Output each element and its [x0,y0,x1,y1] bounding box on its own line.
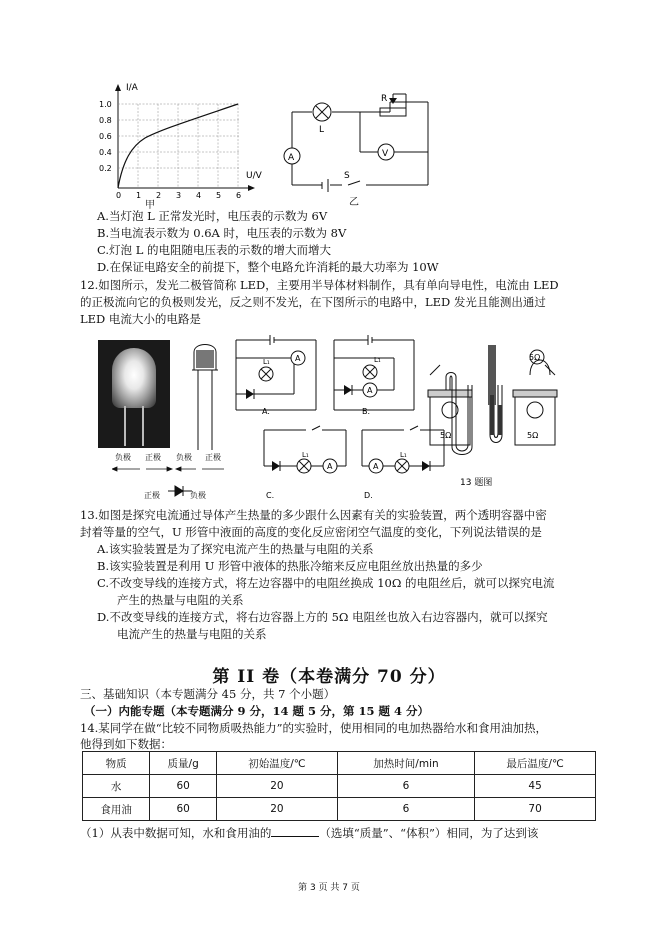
lamp-label: L₁ [374,356,381,364]
circuit-option-a [232,330,324,420]
graph-caption: 甲 [145,200,155,211]
table-header: 初始温度/℃ [216,752,337,775]
circuit-diagram-11 [280,90,440,200]
q14-sub1-before: （1）从表中数据可知，水和食用油的 [80,826,272,840]
q14-line-2: 他得到如下数据： [80,737,172,751]
table-cell: 20 [216,798,337,821]
table-cell: 60 [150,775,217,798]
q11-option-b: B.当电流表示数为 0.6A 时，电压表的示数为 8V [97,226,347,240]
section-title: 第 II 卷（本卷满分 70 分） [212,667,446,687]
lamp-label: L₁ [400,451,407,459]
table-row [83,798,596,821]
x-tick: 6 [236,191,242,200]
led-length-arrows [112,462,230,476]
x-tick: 3 [176,191,182,200]
q11-option-a: A.当灯泡 L 正常发光时，电压表的示数为 6V [97,209,328,223]
figure-caption: 13 题图 [460,478,493,488]
table-row [83,775,596,798]
option-letter: B. [362,407,371,416]
x-tick: 0 [116,191,122,200]
y-axis-label: I/A [126,83,138,93]
circuit-caption: 乙 [349,197,359,208]
table-cell: 20 [216,775,337,798]
q13-option-c: C.不改变导线的连接方式，将左边容器中的电阻丝换成 10Ω 的电阻丝后，就可以探究电流 [97,576,555,590]
rheostat-label: R [381,94,388,104]
answer-blank[interactable] [271,825,319,837]
option-letter: C. [266,491,275,500]
y-tick: 0.2 [99,164,112,173]
led-photo [98,340,170,448]
circuit-option-b [330,330,422,420]
table-header: 加热时间/min [337,752,474,775]
q11-option-d: D.在保证电路安全的前提下，整个电路允许消耗的最大功率为 10W [97,260,439,274]
part-3-heading: 三、基础知识（本专题满分 45 分，共 7 个小题） [80,687,336,701]
q12-line-1: 12.如图所示，发光二极管简称 LED，主要用半导体材料制作，具有单向导电性，电流由 LED [80,278,559,292]
q14-sub1-after: （选填“质量”、“体积”）相同，为了达到该 [319,826,539,840]
meter-label: A [373,462,379,471]
lamp-label: L₁ [263,358,270,366]
y-tick: 1.0 [99,100,112,109]
table-header: 最后温度/℃ [475,752,596,775]
q12-line-3: LED 电流大小的电路是 [80,312,201,326]
page-footer: 第 3 页 共 7 页 [298,883,360,893]
meter-label: A [367,386,373,395]
table-cell: 水 [83,775,150,798]
meter-label: A [295,354,301,363]
q13-line-1: 13.如图是探究电流通过导体产生热量的多少跟什么因素有关的实验装置，两个透明容器中密 [80,508,547,522]
meter-label: A [327,462,333,471]
table-cell: 6 [337,798,474,821]
q11-option-c: C.灯泡 L 的电阻随电压表的示数的增大而增大 [97,243,331,257]
y-tick: 0.8 [99,116,112,125]
lamp-label: L₁ [302,451,309,459]
ammeter-label: A [288,153,295,163]
circuit-option-c [260,420,352,500]
table-cell: 6 [337,775,474,798]
led-label-pos2: 正极 [205,453,221,462]
q14-data-table [82,751,596,821]
led-label-neg2: 负极 [176,453,192,462]
table-cell: 60 [150,798,217,821]
y-tick: 0.4 [99,148,112,157]
y-tick: 0.6 [99,132,112,141]
resistor-top-label: 5Ω [529,353,541,362]
topic-1-heading: （一）内能专题（本专题满分 9 分，14 题 5 分，第 15 题 4 分） [84,704,430,718]
x-tick: 5 [216,191,222,200]
q13-option-c-cont: 产生的热量与电阻的关系 [117,593,244,607]
resistor-right-label: 5Ω [527,431,539,440]
table-header-row [83,752,596,775]
voltmeter-label: V [382,149,389,159]
x-tick: 4 [196,191,202,200]
q13-option-d: D.不改变导线的连接方式，将右边容器上方的 5Ω 电阻丝也放入右边容器内，就可以探究 [97,610,548,624]
q13-apparatus [420,335,570,490]
q13-option-a: A.该实验装置是为了探究电流产生的热量与电阻的关系 [97,542,374,556]
table-cell: 70 [475,798,596,821]
table-cell: 45 [475,775,596,798]
q12-line-2: 的正极流向它的负极则发光，反之则不发光，在下图所示的电路中，LED 发光且能测出通过 [80,295,546,309]
option-letter: A. [262,407,270,416]
q14-line-1: 14.某同学在做“比较不同物质吸热能力”的实验时，使用相同的电加热器给水和食用油加热， [80,721,548,735]
table-header: 质量/g [150,752,217,775]
led-label-neg3: 负极 [190,491,206,500]
led-label-pos3: 正极 [144,491,160,500]
table-cell: 食用油 [83,798,150,821]
resistor-left-label: 5Ω [440,431,452,440]
x-axis-label: U/V [246,171,262,181]
led-symbol [168,484,192,498]
q13-line-2: 封着等量的空气，U 形管中液面的高度的变化反应密闭空气温度的变化，下列说法错误的是 [80,525,542,539]
q13-option-d-cont: 电流产生的热量与电阻的关系 [117,627,267,641]
led-label-neg1: 负极 [115,453,131,462]
led-drawing [180,340,230,455]
q14-sub1 [80,825,538,841]
q13-option-b: B.该实验装置是利用 U 形管中液体的热胀冷缩来反应电阻丝放出热量的多少 [97,559,483,573]
table-header: 物质 [83,752,150,775]
x-tick: 1 [136,191,142,200]
switch-label: S [344,171,350,181]
led-label-pos1: 正极 [145,453,161,462]
option-letter: D. [364,491,373,500]
lamp-label: L [319,125,325,135]
iu-graph [90,80,265,205]
x-tick: 2 [156,191,162,200]
